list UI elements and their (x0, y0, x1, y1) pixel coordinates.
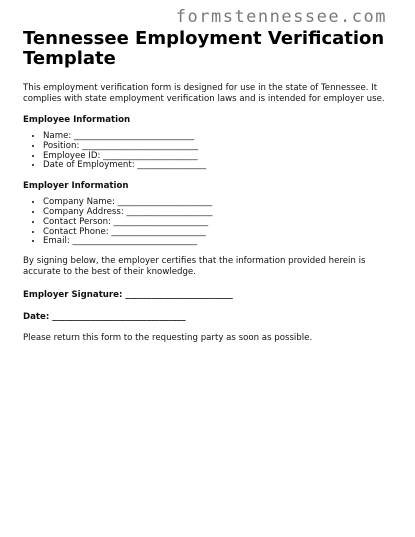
contact-phone-field: • Contact Phone: ______________________ (43, 228, 395, 238)
email-field: • Email: _____________________________ (43, 237, 395, 247)
site-watermark: formstennessee.com (175, 7, 387, 27)
employee-name-field: • Name: ____________________________ (43, 132, 395, 142)
form-document (23, 29, 395, 344)
employment-date-field: • Date of Employment: ________________ (43, 161, 395, 171)
employee-position-field: • Position: ___________________________ (43, 142, 395, 152)
employer-signature-line: Employer Signature: _________________________ (23, 290, 233, 301)
contact-person-field: • Contact Person: ______________________ (43, 218, 395, 228)
employer-section-heading: Employer Information (23, 181, 129, 192)
company-address-field: • Company Address: ____________________ (43, 208, 395, 218)
company-name-field: • Company Name: ______________________ (43, 198, 395, 208)
employee-section-heading: Employee Information (23, 115, 131, 125)
page-title: Tennessee Employment Verification Template (23, 28, 385, 69)
certification-paragraph: By signing below, the employer certifies that the information provided herein is accurate to the best of their knowledge. (23, 256, 366, 278)
date-line: Date: _______________________________ (23, 312, 186, 323)
employer-field-list (23, 198, 395, 247)
employee-field-list (23, 132, 395, 171)
intro-paragraph: This employment verification form is designed for use in the state of Tennessee. It complies with state employment verification laws and is intended for employer use. (23, 83, 385, 104)
closing-paragraph: Please return this form to the requesting party as soon as possible. (23, 333, 313, 344)
employee-id-field: • Employee ID: ______________________ (43, 152, 395, 162)
